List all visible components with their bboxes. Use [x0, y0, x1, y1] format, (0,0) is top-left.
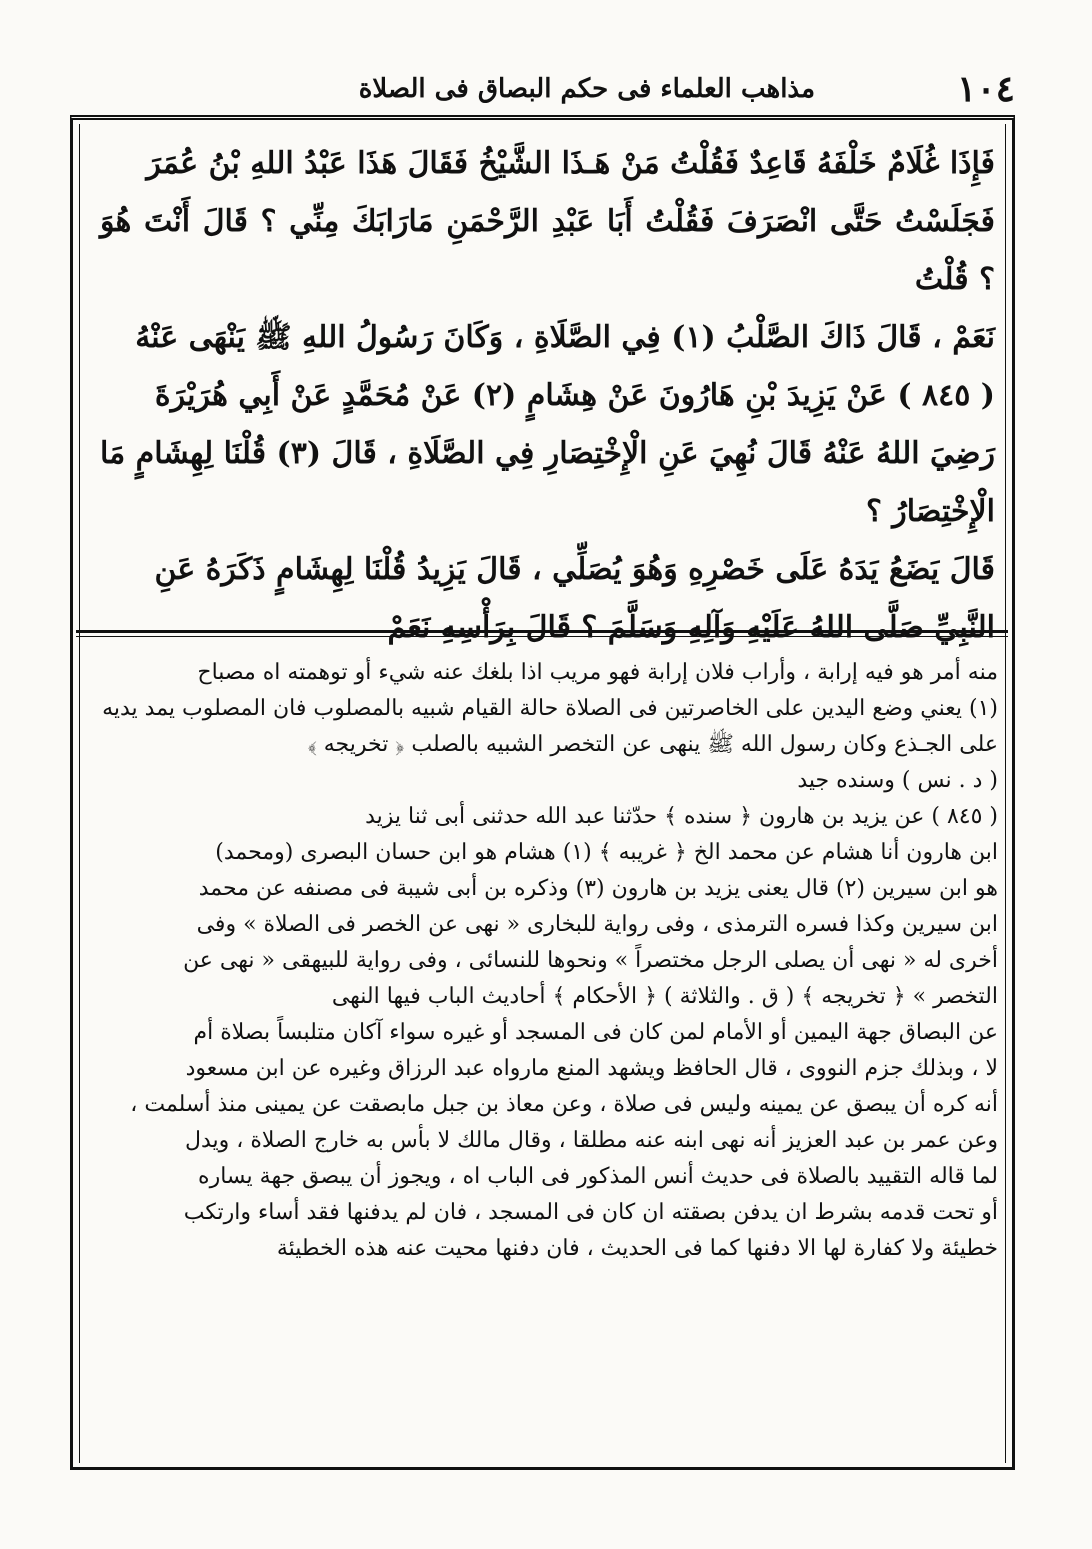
hadith-line: رَضِيَ اللهُ عَنْهُ قَالَ نُهِيَ عَنِ الْإِخْتِصَارِ فِي الصَّلَاةِ ، قَالَ (٣) قُلْنَا لِهِشَامٍ مَا الْإِخْتِصَارُ ؟: [100, 436, 995, 529]
commentary-line: على الجـذع وكان رسول الله ﷺ ينهى عن التخصر الشبيه بالصلب ﴿ تخريجه ﴾: [307, 732, 998, 757]
commentary-line: أنه كره أن يبصق عن يمينه وليس فى صلاة ، وعن معاذ بن جبل مابصقت عن يمينى منذ أسلمت ،: [130, 1092, 998, 1117]
hadith-line: نَعَمْ ، قَالَ ذَاكَ الصَّلْبُ (١) فِي الصَّلَاةِ ، وَكَانَ رَسُولُ اللهِ ﷺ يَنْهَى عَنْهُ: [135, 320, 995, 355]
commentary-line: ابن هارون أنا هشام عن محمد الخ ﴿ غريبه ﴾ (١) هشام هو ابن حسان البصرى (ومحمد): [215, 840, 998, 865]
hadith-line: فَجَلَسْتُ حَتَّى انْصَرَفَ فَقُلْتُ أَبَا عَبْدِ الرَّحْمَنِ مَارَابَكَ مِنِّي ؟ قَالَ أَنْتَ هُوَ ؟ قُلْتُ: [100, 204, 995, 297]
commentary-line: التخصر » ﴿ تخريجه ﴾ ( ق . والثلاثة ) ﴿ الأحكام ﴾ أحاديث الباب فيها النهى: [331, 984, 998, 1009]
commentary-line: ابن سيرين وكذا فسره الترمذى ، وفى رواية للبخارى « نهى عن الخصر فى الصلاة » وفى: [196, 912, 998, 937]
commentary-line: ( ٨٤٥ ) عن يزيد بن هارون ﴿ سنده ﴾ حدّثنا عبد الله حدثنى أبى ثنا يزيد: [365, 804, 998, 829]
commentary-line: ( د . نس ) وسنده جيد: [797, 768, 998, 793]
commentary-line: لما قاله التقييد بالصلاة فى حديث أنس المذكور فى الباب اه ، ويجوز أن يبصق جهة يساره: [198, 1164, 998, 1189]
running-title: مذاهب العلماء فى حكم البصاق فى الصلاة: [358, 74, 815, 104]
hadith-line: قَالَ يَضَعُ يَدَهُ عَلَى خَصْرِهِ وَهُوَ يُصَلِّي ، قَالَ يَزِيدُ قُلْنَا لِهِشَامٍ ذَكَرَهُ عَنِ: [154, 552, 995, 587]
commentary-line: وعن عمر بن عبد العزيز أنه نهى ابنه عنه مطلقا ، وقال مالك لا بأس به خارج الصلاة ، ويدل: [184, 1128, 998, 1153]
page-number: ١٠٤: [956, 68, 1015, 110]
commentary-line: أو تحت قدمه بشرط ان يدفن بصقته ان كان فى المسجد ، فان لم يدفنها فقد أساء وارتكب: [183, 1200, 998, 1225]
hadith-line: ( ٨٤٥ ) عَنْ يَزِيدَ بْنِ هَارُونَ عَنْ هِشَامٍ (٢) عَنْ مُحَمَّدٍ عَنْ أَبِي هُرَيْرَةَ: [154, 378, 995, 413]
hadith-line: النَّبِيِّ صَلَّى اللهُ عَلَيْهِ وَآلِهِ وَسَلَّمَ ؟ قَالَ بِرَأْسِهِ نَعَمْ: [387, 610, 995, 645]
hadith-line: فَإِذَا غُلَامٌ خَلْفَهُ قَاعِدٌ فَقُلْتُ مَنْ هَـذَا الشَّيْخُ فَقَالَ هَذَا عَبْدُ اللهِ بْنُ عُمَرَ: [146, 146, 995, 181]
hadith-text-block: [100, 135, 995, 657]
commentary-line: أخرى له « نهى أن يصلى الرجل مختصراً » ونحوها للنسائى ، وفى رواية للبيهقى « نهى عن: [183, 948, 998, 973]
commentary-line: عن البصاق جهة اليمين أو الأمام لمن كان فى المسجد أو غيره سواء آكان متلبساً بصلاة أم: [193, 1020, 998, 1045]
commentary-line: منه أمر هو فيه إرابة ، وأراب فلان إرابة فهو مريب اذا بلغك عنه شيء أو توهمته اه مصباح: [197, 660, 998, 685]
commentary-line: لا ، وبذلك جزم النووى ، قال الحافظ ويشهد المنع مارواه عبد الرزاق وغيره عن ابن مسعود: [185, 1056, 998, 1081]
commentary-line: هو ابن سيرين (٢) قال يعنى يزيد بن هارون (٣) وذكره بن أبى شيبة فى مصنفه عن محمد: [198, 876, 998, 901]
commentary-text-block: [98, 655, 998, 1267]
section-divider: [76, 630, 1008, 637]
page-header: [95, 68, 1015, 114]
commentary-line: خطيئة ولا كفارة لها الا دفنها كما فى الحديث ، فان دفنها محيت عنه هذه الخطيئة: [276, 1236, 998, 1261]
commentary-line: (١) يعني وضع اليدين على الخاصرتين فى الصلاة حالة القيام شبيه بالمصلوب فان المصلوب يمد يديه: [102, 696, 998, 721]
